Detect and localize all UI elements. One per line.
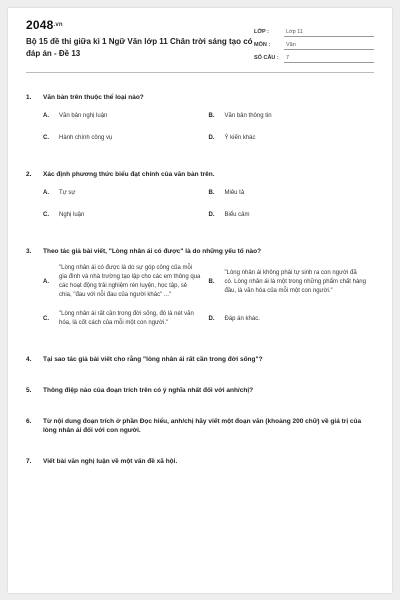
option-text: Tự sự <box>59 190 76 196</box>
question-3 <box>26 247 374 328</box>
option-b[interactable] <box>209 269 375 296</box>
meta-label: LỚP : <box>254 29 269 35</box>
document-title: Bộ 15 đề thi giữa kì 1 Ngữ Văn lớp 11 Chân trời sáng tạo có đáp án - Đề 13 <box>26 37 253 58</box>
option-text: Biểu cảm <box>224 212 250 218</box>
option-letter: B. <box>208 190 215 196</box>
option-text: Ý kiến khác <box>224 135 256 141</box>
meta-value: Lớp 11 <box>284 29 374 37</box>
question-number: 6. <box>26 418 32 425</box>
question-list <box>26 93 374 466</box>
option-text: Miêu tả <box>224 190 245 196</box>
question-number: 3. <box>26 248 32 255</box>
option-text: "Lòng nhân ái có được là do sự góp công của mỗi gia đình và nhà trường tạo lập cho các em thông qua các hoạt động trải nghiệm rèn luyện, học tập, sẻ chia, "đau với nỗi đau của người khác" ..." <box>59 265 201 298</box>
question-6 <box>26 417 374 435</box>
question-2 <box>26 170 374 220</box>
option-letter: D. <box>208 212 215 218</box>
question-text: Từ nội dung đoạn trích ở phần Đọc hiểu, anh/chị hãy viết một đoạn văn (khoảng 200 chữ) về giá trị của lòng nhân ái đối với con người. <box>43 418 362 434</box>
option-letter: D. <box>208 315 215 322</box>
option-d[interactable] <box>209 134 375 143</box>
question-7 <box>26 457 374 466</box>
option-grid <box>43 112 374 143</box>
option-c[interactable] <box>43 211 209 220</box>
option-text: "Lòng nhân ái rất cần trong đời sống, đó là nét văn hóa, là cốt cách của mỗi một con người." <box>59 311 194 326</box>
exam-meta <box>254 18 374 63</box>
question-5 <box>26 386 374 395</box>
question-text: Tại sao tác giả bài viết cho rằng "lòng nhân ái rất cần trong đời sống"? <box>43 356 263 363</box>
option-text: Nghị luận <box>59 212 85 218</box>
option-letter: C. <box>43 212 49 218</box>
question-text: Văn bản trên thuộc thể loại nào? <box>43 94 144 101</box>
logo-suffix: .vn <box>53 22 63 28</box>
option-letter: B. <box>208 278 215 285</box>
meta-label: MÔN : <box>254 42 271 48</box>
question-text: Xác định phương thức biểu đạt chính của văn bản trên. <box>43 171 215 178</box>
option-a[interactable] <box>43 112 209 121</box>
option-text: Hành chính công vụ <box>59 135 113 141</box>
exam-paper <box>8 8 392 593</box>
meta-grade <box>254 24 374 37</box>
option-letter: A. <box>43 113 49 119</box>
option-a[interactable] <box>43 189 209 198</box>
site-logo[interactable] <box>26 18 254 32</box>
meta-label: SỐ CÂU : <box>254 55 279 61</box>
option-letter: B. <box>208 113 215 119</box>
question-1 <box>26 93 374 143</box>
option-c[interactable] <box>43 134 209 143</box>
question-text: Thông điệp nào của đoạn trích trên có ý nghĩa nhất đối với anh/chị? <box>43 387 254 394</box>
question-text: Theo tác giả bài viết, "Lòng nhân ái có được" là do những yếu tố nào? <box>43 248 262 255</box>
question-number: 2. <box>26 171 32 178</box>
logo-main: 2048 <box>26 18 54 32</box>
option-letter: D. <box>208 135 215 141</box>
header-divider <box>26 72 374 73</box>
question-number: 4. <box>26 356 32 363</box>
option-letter: A. <box>43 190 49 196</box>
question-number: 5. <box>26 387 32 394</box>
question-4 <box>26 355 374 364</box>
meta-value: Văn <box>284 42 374 50</box>
option-letter: A. <box>43 278 49 285</box>
option-text: Đáp án khác. <box>224 315 260 322</box>
option-letter: C. <box>43 135 49 141</box>
meta-question-count <box>254 50 374 63</box>
meta-value: 7 <box>284 55 374 63</box>
exam-header <box>26 18 374 63</box>
option-grid <box>43 189 374 220</box>
option-b[interactable] <box>209 189 375 198</box>
option-d[interactable] <box>209 211 375 220</box>
option-letter: C. <box>43 315 49 322</box>
meta-subject <box>254 37 374 50</box>
option-c[interactable] <box>43 310 209 328</box>
option-text: "Lòng nhân ái không phải tự sinh ra con người đã có. Lòng nhân ái là một trong những phẩm chất hàng đầu, là văn hóa của mỗi một con người." <box>224 269 366 294</box>
question-number: 7. <box>26 458 32 465</box>
option-text: Văn bản thông tin <box>224 113 272 119</box>
option-b[interactable] <box>209 112 375 121</box>
header-left <box>26 18 254 63</box>
question-text: Viết bài văn nghị luận về một vấn đề xã hội. <box>43 458 178 465</box>
option-grid <box>43 264 374 328</box>
option-d[interactable] <box>209 315 375 324</box>
option-a[interactable] <box>43 264 209 300</box>
question-number: 1. <box>26 94 32 101</box>
option-text: Văn bản nghị luận <box>59 113 108 119</box>
